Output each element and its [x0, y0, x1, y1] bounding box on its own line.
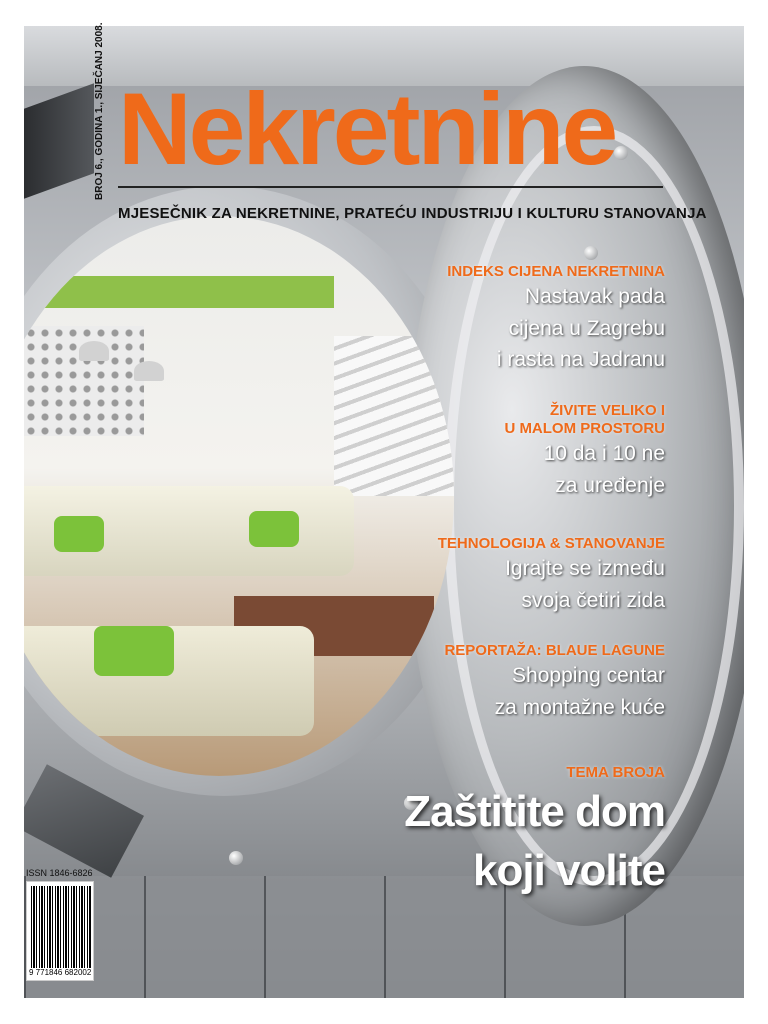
issn-label: ISSN 1846-6826 [26, 868, 93, 878]
masthead-divider [118, 186, 663, 188]
story-headline-line: Shopping centar [512, 664, 665, 687]
bolt-icon [229, 851, 243, 865]
barcode-number: 9 771846 682002 [29, 968, 92, 977]
cover-feature[interactable] [404, 764, 665, 901]
issue-info: BROJ 6., GODINA 1., SIJEČANJ 2008. [94, 22, 105, 200]
story-headline-line: svoja četiri zida [521, 588, 665, 612]
barcode [26, 881, 94, 981]
pendant-lamp [134, 361, 164, 381]
feature-kicker: TEMA BROJA [566, 764, 665, 781]
green-pillow [249, 511, 299, 547]
story-headline-line: i rasta na Jadranu [496, 348, 665, 371]
story-headline-line: 10 da i 10 ne [543, 442, 665, 465]
magazine-title: Nekretnine [118, 72, 616, 186]
magazine-tagline: MJESEČNIK ZA NEKRETNINE, PRATEĆU INDUSTRIJU I KULTURU STANOVANJA [118, 205, 707, 222]
vault-latch [24, 83, 94, 198]
story-kicker: REPORTAŽA: BLAUE LAGUNE [444, 642, 665, 659]
green-pillow [54, 516, 104, 552]
story-headline-line: cijena u Zagrebu [508, 316, 665, 340]
story-headline-line: za montažne kuće [494, 695, 665, 719]
story-kicker: U MALOM PROSTORU [504, 420, 665, 437]
story-headline-line: za uređenje [555, 473, 665, 497]
green-beam [24, 276, 334, 308]
bolt-icon [584, 246, 598, 260]
story-kicker: TEHNOLOGIJA & STANOVANJE [437, 535, 665, 552]
story-kicker: INDEKS CIJENA NEKRETNINA [447, 263, 665, 280]
bolt-icon [614, 146, 628, 160]
staircase [334, 336, 454, 496]
cover-story-1[interactable] [447, 263, 665, 376]
story-kicker: ŽIVITE VELIKO I [549, 402, 665, 419]
barcode-bars [31, 886, 91, 968]
story-headline-line: Igrajte se između [505, 557, 665, 580]
feature-title-line: Zaštitite dom [404, 787, 665, 836]
green-pillow [94, 626, 174, 676]
cover-story-2[interactable] [504, 402, 665, 501]
pendant-lamp [79, 341, 109, 361]
cover-story-4[interactable] [444, 642, 665, 723]
feature-title-line: koji volite [473, 846, 665, 896]
cover-story-3[interactable] [438, 535, 665, 616]
vault-hinge [24, 764, 144, 877]
story-headline-line: Nastavak pada [524, 285, 665, 308]
